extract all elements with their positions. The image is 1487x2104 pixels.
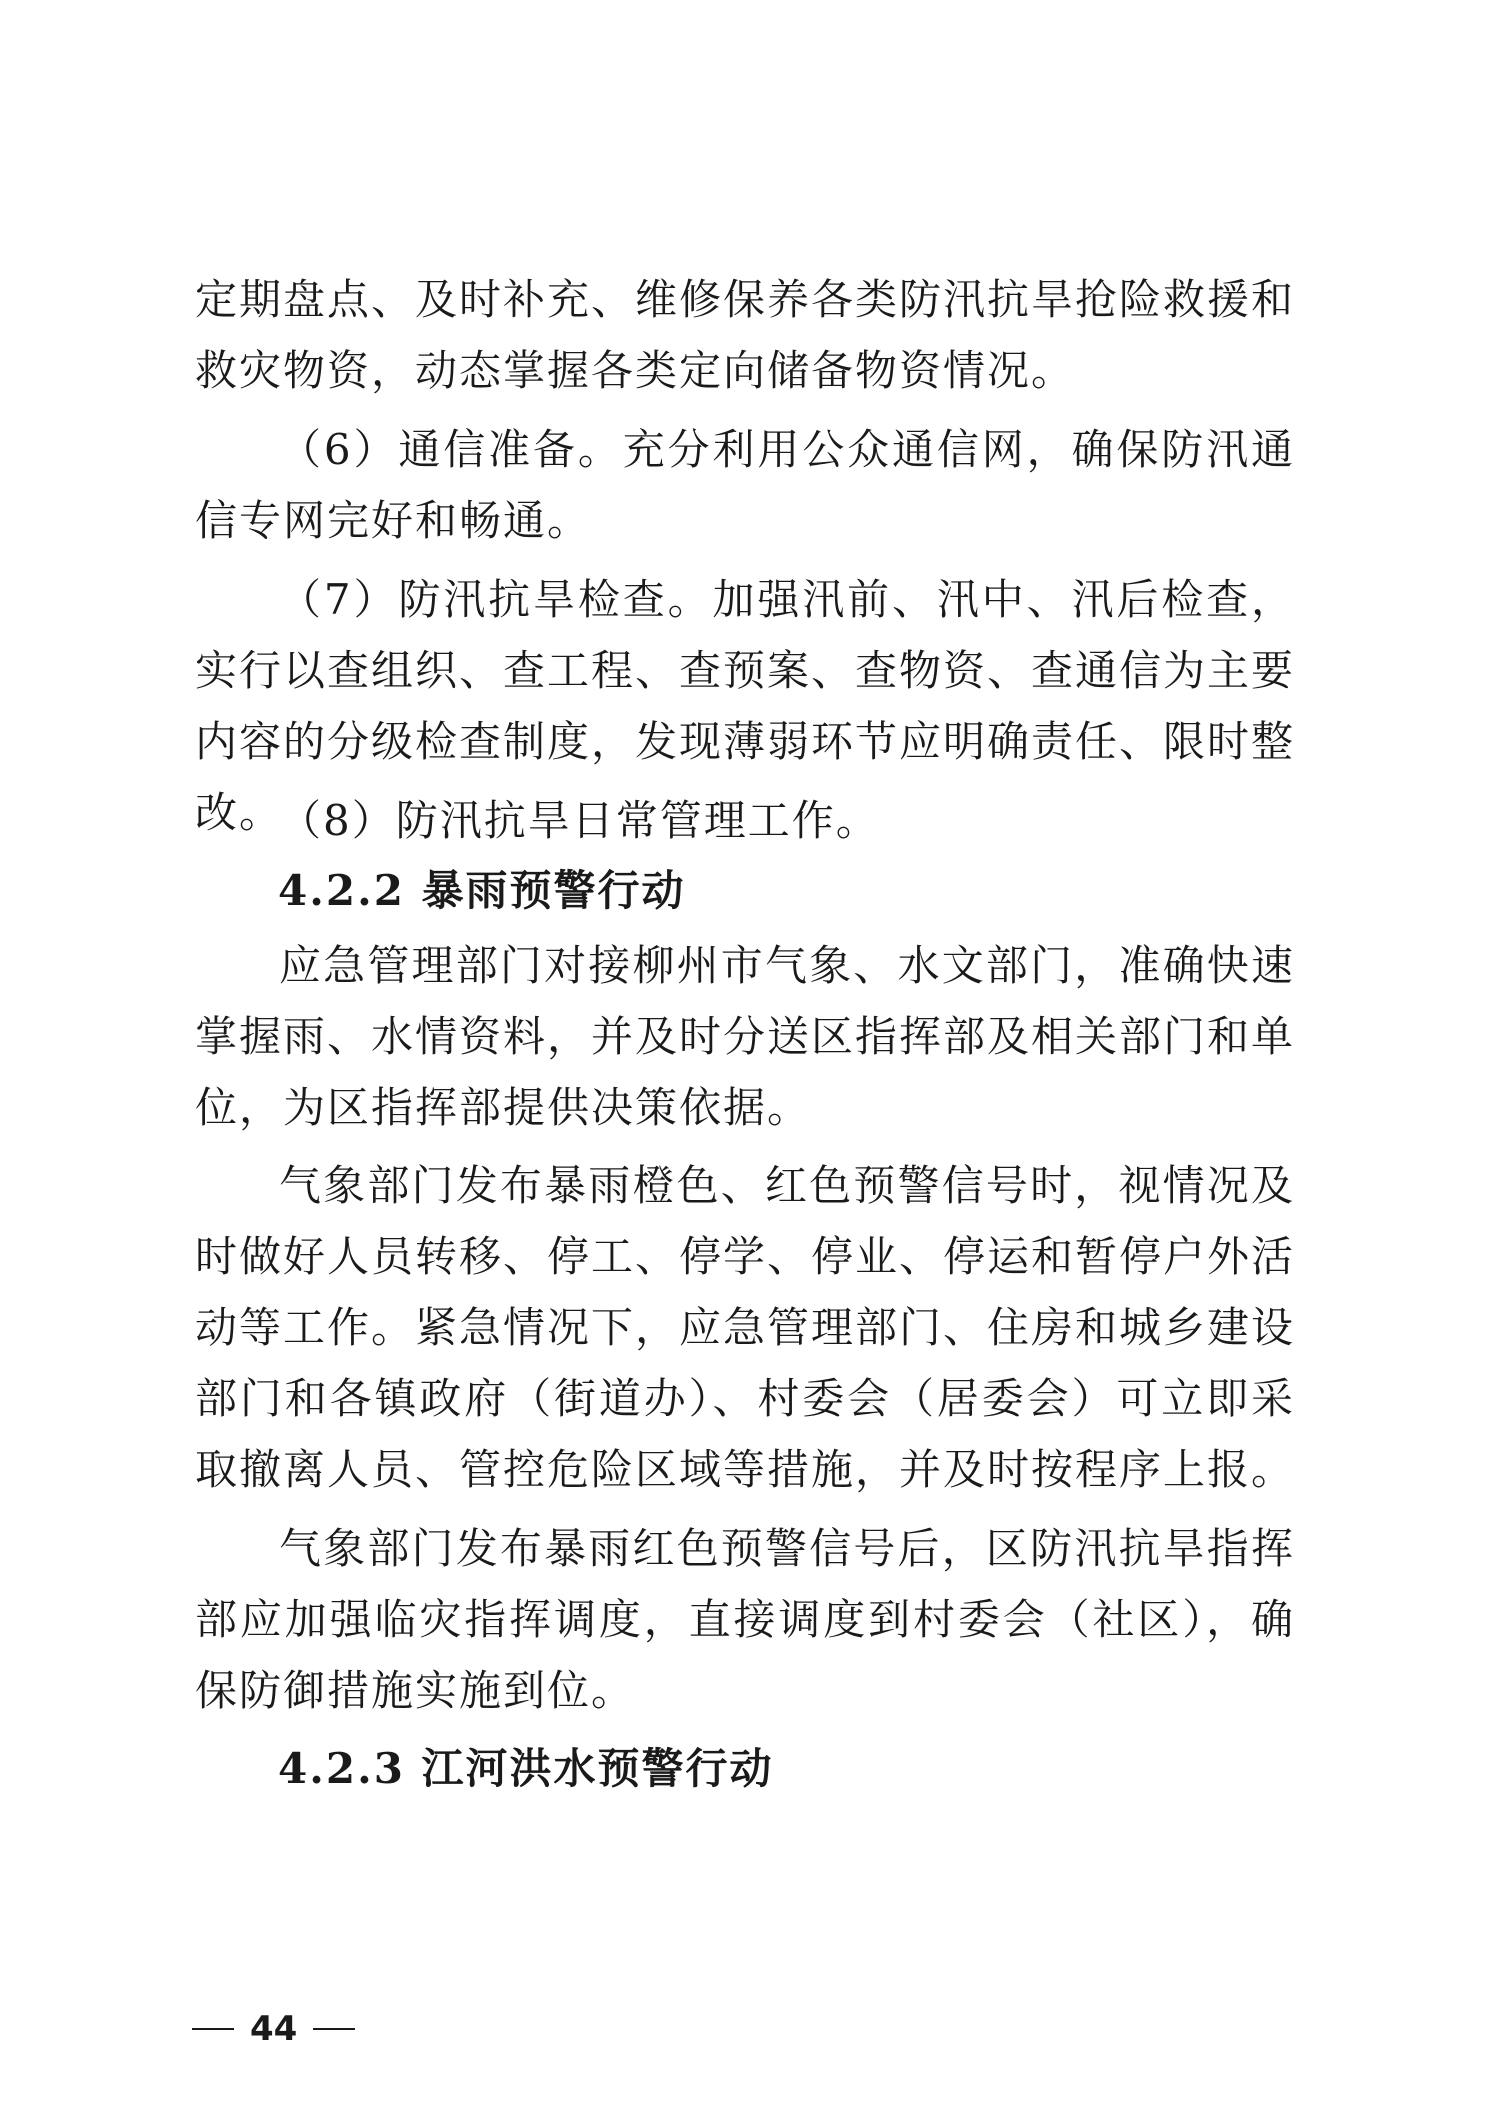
paragraph-inspection: （7）防汛抗旱检查。加强汛前、汛中、汛后检查，实行以查组织、查工程、查预案、查物资、查通信为主要内容的分级检查制度，发现薄弱环节应明确责任、限时整改。 bbox=[195, 575, 1296, 837]
footer-dash-left bbox=[192, 2028, 234, 2030]
paragraph-orange-red-warning: 气象部门发布暴雨橙色、红色预警信号时，视情况及时做好人员转移、停工、停学、停业、停运和暂停户外活动等工作。紧急情况下，应急管理部门、住房和城乡建设部门和各镇政府（街道办）、村委会（居委会）可立即采取撤离人员、管控危险区域等措施，并及时按程序上报。 bbox=[195, 1161, 1296, 1494]
page-number: 44 bbox=[250, 2009, 298, 2049]
section-heading-4-2-2: 4.2.2 暴雨预警行动 bbox=[278, 866, 686, 915]
footer-dash-right bbox=[313, 2028, 355, 2030]
paragraph-red-warning: 气象部门发布暴雨红色预警信号后，区防汛抗旱指挥部应加强临灾指挥调度，直接调度到村委会（社区），确保防御措施实施到位。 bbox=[195, 1524, 1295, 1715]
paragraph-daily-management: （8）防汛抗旱日常管理工作。 bbox=[279, 796, 880, 845]
paragraph-materials: 定期盘点、及时补充、维修保养各类防汛抗旱抢险救援和救灾物资，动态掌握各类定向储备物资情况。 bbox=[195, 275, 1296, 395]
page-footer bbox=[192, 2009, 355, 2049]
section-heading-4-2-3: 4.2.3 江河洪水预警行动 bbox=[278, 1744, 774, 1793]
paragraph-emergency-management: 应急管理部门对接柳州市气象、水文部门，准确快速掌握雨、水情资料，并及时分送区指挥部及相关部门和单位，为区指挥部提供决策依据。 bbox=[195, 941, 1296, 1132]
paragraph-communication: （6）通信准备。充分利用公众通信网，确保防汛通信专网完好和畅通。 bbox=[195, 425, 1295, 545]
